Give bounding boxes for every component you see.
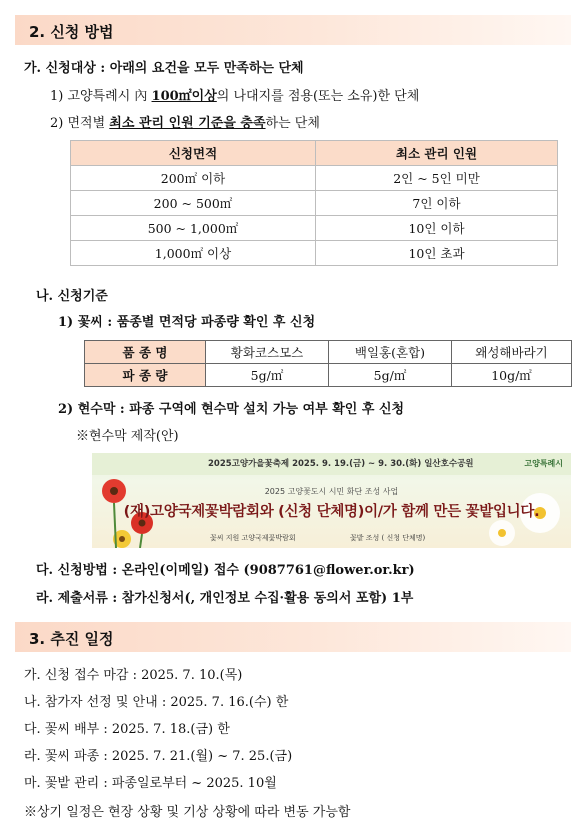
- white-flower-right-2: [489, 520, 515, 546]
- table-cell: 10g/㎡: [452, 364, 572, 387]
- schedule-item: 가. 신청 접수 마감 : 2025. 7. 10.(목): [24, 668, 243, 683]
- banner-main-text: (재)고양국제꽃박람회와 (신청 단체명)이/가 함께 만든 꽃밭입니다.: [123, 504, 540, 520]
- item1-post: 의 나대지를 점용(또는 소유)한 단체: [216, 89, 420, 104]
- table-cell: 10인 이하: [316, 216, 558, 241]
- item2-pre: 2) 면적별: [50, 116, 110, 131]
- schedule-item: 다. 꽃씨 배부 : 2025. 7. 18.(금) 한: [24, 722, 230, 737]
- target-item-1: [50, 89, 419, 105]
- banner-top-text: 2025고양가을꽃축제 2025. 9. 19.(금) ~ 9. 30.(화) 일산호수공원: [208, 459, 474, 469]
- table-cell: 10인 초과: [316, 241, 558, 266]
- banner-subtitle: 2025 고양꽃도시 시민 화단 조성 사업: [264, 487, 399, 496]
- table-cell: 7인 이하: [316, 191, 558, 216]
- item2-emph: 최소 관리 인원 기준을 충족: [109, 116, 266, 131]
- area-table-header-cell: 신청면적: [71, 141, 316, 166]
- banner-line: 2) 현수막 : 파종 구역에 현수막 설치 가능 여부 확인 후 신청: [58, 402, 405, 417]
- banner-city-logo: 고양특례시: [524, 459, 563, 468]
- banner-image: [92, 453, 571, 548]
- seed-table: [84, 340, 572, 387]
- area-table-header: [71, 141, 558, 166]
- table-cell: 1,000㎡ 이상: [71, 241, 316, 266]
- item1-emph: 100㎡이상: [151, 89, 217, 104]
- section-3-title: 3. 추진 일정: [29, 630, 114, 648]
- target-item-2: [50, 116, 320, 132]
- banner-note: ※현수막 제작(안): [76, 429, 179, 444]
- table-cell: 5g/㎡: [206, 364, 329, 387]
- table-row: [85, 364, 572, 387]
- area-table-header-cell: 최소 관리 인원: [316, 141, 558, 166]
- table-row: [71, 241, 558, 266]
- table-row: [71, 166, 558, 191]
- seed-line: 1) 꽃씨 : 품종별 면적당 파종량 확인 후 신청: [58, 315, 316, 330]
- table-cell: 2인 ~ 5인 미만: [316, 166, 558, 191]
- table-cell: 500 ~ 1,000㎡: [71, 216, 316, 241]
- table-row: [71, 191, 558, 216]
- table-cell: 백일홍(혼합): [329, 341, 452, 364]
- table-cell: 200㎡ 이하: [71, 166, 316, 191]
- table-cell: 200 ~ 500㎡: [71, 191, 316, 216]
- seed-table-label: 파 종 량: [85, 364, 206, 387]
- table-row: [71, 216, 558, 241]
- section-2-header: [15, 15, 571, 45]
- area-table: [70, 140, 558, 266]
- schedule-item: 마. 꽃밭 관리 : 파종일로부터 ~ 2025. 10월: [24, 776, 277, 791]
- table-cell: 5g/㎡: [329, 364, 452, 387]
- method-line: 다. 신청방법 : 온라인(이메일) 접수 (9087761@flower.or.kr): [36, 563, 415, 578]
- schedule-item: 나. 참가자 선정 및 안내 : 2025. 7. 16.(수) 한: [24, 695, 289, 710]
- item1-pre: 1) 고양특례시 內: [50, 89, 152, 104]
- table-row: [85, 341, 572, 364]
- seed-table-label: 품 종 명: [85, 341, 206, 364]
- schedule-note: ※상기 일정은 현장 상황 및 기상 상황에 따라 변동 가능함: [24, 805, 351, 820]
- section-3-header: [15, 622, 571, 652]
- section-2-title: 2. 신청 방법: [29, 23, 114, 41]
- target-heading: 가. 신청대상 : 아래의 요건을 모두 만족하는 단체: [24, 61, 304, 76]
- banner-bottom-left: 꽃씨 지원 고양국제꽃박람회: [210, 534, 296, 542]
- table-cell: 왜성해바라기: [452, 341, 572, 364]
- item2-post: 하는 단체: [265, 116, 320, 131]
- table-cell: 황화코스모스: [206, 341, 329, 364]
- criteria-heading: 나. 신청기준: [36, 289, 108, 304]
- banner-bottom-right: 꽃밭 조성 ( 신청 단체명): [350, 534, 426, 542]
- schedule-item: 라. 꽃씨 파종 : 2025. 7. 21.(월) ~ 7. 25.(금): [24, 749, 293, 764]
- documents-line: 라. 제출서류 : 참가신청서(, 개인정보 수집·활용 동의서 포함) 1부: [36, 591, 414, 606]
